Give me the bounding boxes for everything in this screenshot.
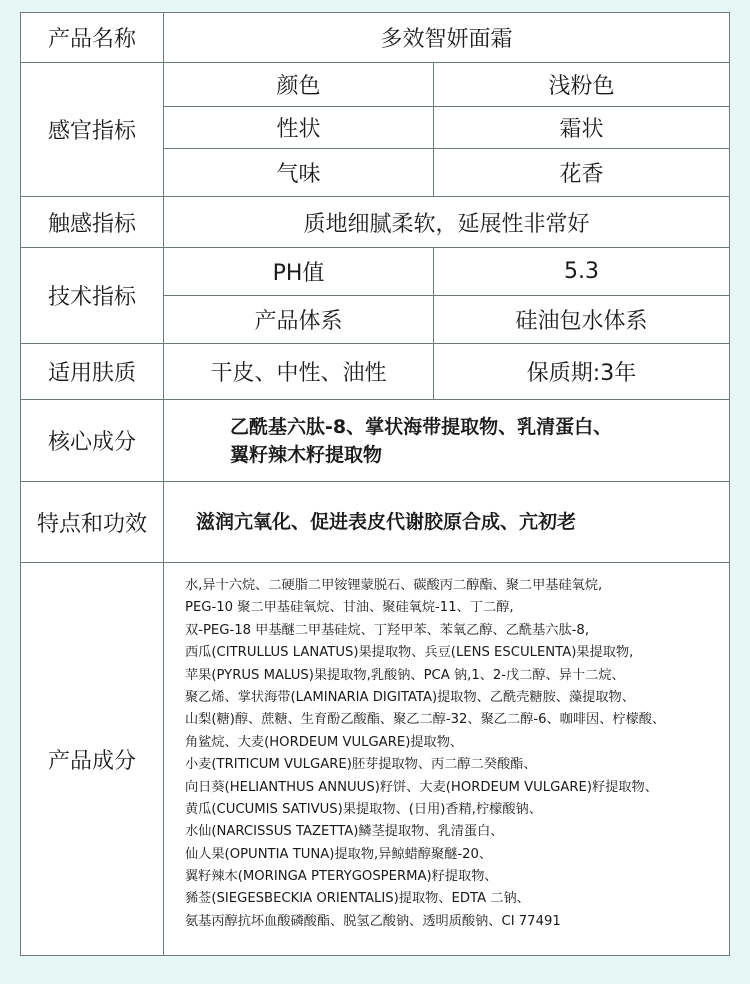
core-ingredients-label: 核心成分 bbox=[47, 430, 136, 455]
ingredients-list bbox=[173, 575, 728, 933]
ingredient-line: 聚乙烯、掌状海带(LAMINARIA DIGITATA)提取物、乙酰壳糖胺、藻提取物、 bbox=[185, 689, 635, 705]
ingredient-line: 水,异十六烷、二硬脂二甲铵锂蒙脱石、碳酸丙二醇酯、聚二甲基硅氧烷, bbox=[185, 578, 603, 593]
ingredient-line: 小麦(TRITICUM VULGARE)胚芽提取物、丙二醇二癸酸酯、 bbox=[185, 757, 537, 773]
ingredient-line: 豨莶(SIEGESBECKIA ORIENTALIS)提取物、EDTA 二钠、 bbox=[185, 891, 530, 907]
product-name-value: 多效智妍面霜 bbox=[380, 27, 513, 52]
features-text: 滋润亢氧化、促进表皮代谢胶原合成、亢初老 bbox=[196, 511, 577, 533]
product-name-label: 产品名称 bbox=[47, 27, 136, 52]
sensory-label: 感官指标 bbox=[47, 119, 136, 144]
ph-name: PH值 bbox=[272, 261, 325, 286]
ingredient-line: 角鲨烷、大麦(HORDEUM VULGARE)提取物、 bbox=[185, 734, 464, 750]
ingredient-line: 双-PEG-18 甲基醚二甲基硅烷、丁羟甲苯、苯氧乙醇、乙酰基六肽-8, bbox=[185, 622, 590, 638]
ingredient-line: 西瓜(CITRULLUS LANATUS)果提取物、兵豆(LENS ESCULENTA)果提取物, bbox=[185, 645, 634, 661]
ingredient-line: 翼籽辣木(MORINGA PTERYGOSPERMA)籽提取物、 bbox=[185, 869, 498, 885]
ingredient-line: 山梨(糖)醇、蔗糖、生育酚乙酸酯、聚乙二醇-32、聚乙二醇-6、咖啡因、柠檬酸、 bbox=[185, 712, 666, 728]
color-value: 浅粉色 bbox=[548, 74, 615, 99]
features-label: 特点和功效 bbox=[36, 511, 147, 537]
shelf-life-value: 保质期:3年 bbox=[526, 361, 637, 386]
ingredient-line: PEG-10 聚二甲基硅氧烷、甘油、聚硅氧烷-11、丁二醇, bbox=[185, 600, 514, 616]
system-name: 产品体系 bbox=[254, 309, 343, 334]
scent-value: 花香 bbox=[559, 162, 604, 187]
color-name: 颜色 bbox=[276, 74, 321, 99]
ingredients-label: 产品成分 bbox=[47, 748, 136, 774]
product-spec-table bbox=[20, 12, 730, 956]
touch-label: 触感指标 bbox=[47, 211, 136, 237]
ingredient-line: 水仙(NARCISSUS TAZETTA)鳞茎提取物、乳清蛋白、 bbox=[185, 824, 504, 840]
tech-label: 技术指标 bbox=[47, 285, 136, 310]
touch-value: 质地细腻柔软，延展性非常好 bbox=[303, 211, 590, 237]
skin-type-label: 适用肤质 bbox=[47, 361, 136, 386]
ingredient-line: 向日葵(HELIANTHUS ANNUUS)籽饼、大麦(HORDEUM VULGARE)籽提取物、 bbox=[185, 779, 658, 795]
ingredient-line: 苹果(PYRUS MALUS)果提取物,乳酸钠、PCA 钠,1、2-戊二醇、异十二烷、 bbox=[185, 667, 625, 683]
core-ingredients-line: 乙酰基六肽-8、掌状海带提取物、乳清蛋白、 bbox=[230, 415, 613, 438]
features-value bbox=[164, 482, 729, 562]
skin-type-value: 干皮、中性、油性 bbox=[210, 361, 387, 386]
ingredient-line: 氨基丙醇抗坏血酸磷酸酯、脱氢乙酸钠、透明质酸钠、CI 77491 bbox=[185, 913, 561, 929]
core-ingredients-line: 翼籽辣木籽提取物 bbox=[230, 443, 383, 466]
ph-value: 5.3 bbox=[564, 259, 599, 284]
ingredient-line: 黄瓜(CUCUMIS SATIVUS)果提取物、(日用)香精,柠檬酸钠、 bbox=[185, 801, 542, 817]
system-value: 硅油包水体系 bbox=[515, 309, 648, 334]
ingredient-line: 仙人果(OPUNTIA TUNA)提取物,异鲸蜡醇聚醚-20、 bbox=[185, 846, 493, 862]
texture-name: 性状 bbox=[276, 117, 321, 142]
scent-name: 气味 bbox=[276, 162, 321, 187]
core-ingredients-value bbox=[164, 400, 729, 481]
texture-value: 霜状 bbox=[559, 117, 604, 142]
